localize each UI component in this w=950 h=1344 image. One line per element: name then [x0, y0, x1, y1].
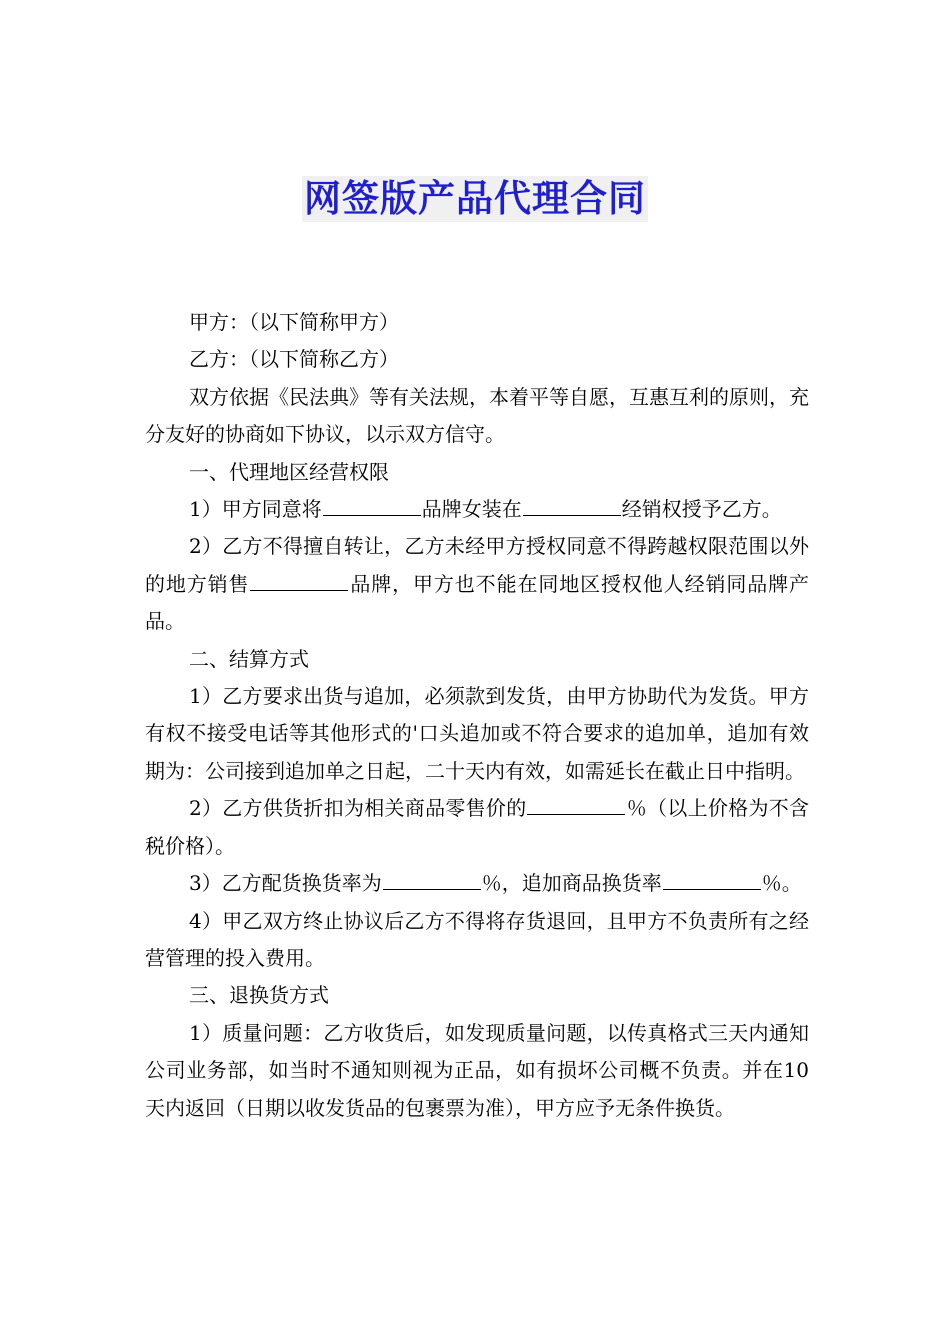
document-title: 网签版产品代理合同	[304, 177, 646, 220]
clause-paragraph	[145, 865, 809, 902]
title-container	[0, 176, 950, 222]
clause-text: 1）甲方同意将	[189, 497, 322, 522]
clause-paragraph	[145, 1015, 809, 1127]
clause-text: 4）甲乙双方终止协议后乙方不得将存货退回，且甲方不负责所有之经营管理的投入费用。	[145, 908, 809, 970]
clause-text: 经销权授予乙方。	[621, 497, 782, 522]
clause-text: 3）乙方配货换货率为	[189, 871, 382, 896]
clause-text: 2）乙方不得擅自转让，乙方未经甲方授权同意不得跨越权限范围以外的地方销售	[145, 534, 809, 596]
clause-text: ％。	[761, 871, 802, 896]
clause-text: 品牌女装在	[421, 497, 522, 522]
clause-text: ％，追加商品换货率	[481, 871, 662, 896]
clause-text: 1）乙方要求出货与追加，必须款到发货，由甲方协助代为发货。甲方有权不接受电话等其他形式的'口头追加或不符合要求的追加单，追加有效期为：公司接到追加单之日起，二十天内有效，如需延长在截止日中指明。	[145, 684, 809, 783]
clause-text: ％（以上价格为不含税价格）。	[145, 796, 809, 858]
section-heading: 二、结算方式	[189, 646, 309, 671]
fill-blank	[250, 568, 348, 591]
fill-blank	[383, 867, 481, 890]
fill-blank	[527, 792, 625, 815]
clause-paragraph	[145, 790, 809, 865]
clause-text: 1）质量问题：乙方收货后，如发现质量问题，以传真格式三天内通知公司业务部，如当时不通知则视为正品，如有损坏公司概不负责。并在10天内返回（日期以收发货品的包裹票为准），甲方应予无条件换货。	[145, 1020, 809, 1120]
party-a-line: 甲方：（以下简称甲方）	[189, 310, 399, 334]
document-body	[145, 304, 809, 1127]
section-heading: 一、代理地区经营权限	[189, 459, 389, 484]
fill-blank	[663, 867, 761, 890]
clause-paragraph	[145, 678, 809, 790]
clause-paragraph	[145, 528, 809, 640]
fill-blank	[323, 493, 421, 516]
clause-paragraph	[145, 903, 809, 978]
party-b-line: 乙方：（以下简称乙方）	[189, 347, 399, 372]
section-heading: 三、退换货方式	[189, 983, 329, 1008]
clause-text: 2）乙方供货折扣为相关商品零售价的	[189, 796, 527, 821]
fill-blank	[523, 493, 621, 516]
clause-text: 品牌，甲方也不能在同地区授权他人经销同品牌产品。	[145, 571, 810, 634]
clause-paragraph	[145, 491, 809, 528]
intro-paragraph: 双方依据《民法典》等有关法规，本着平等自愿，互惠互利的原则，充分友好的协商如下协议，以示双方信守。	[145, 384, 809, 447]
